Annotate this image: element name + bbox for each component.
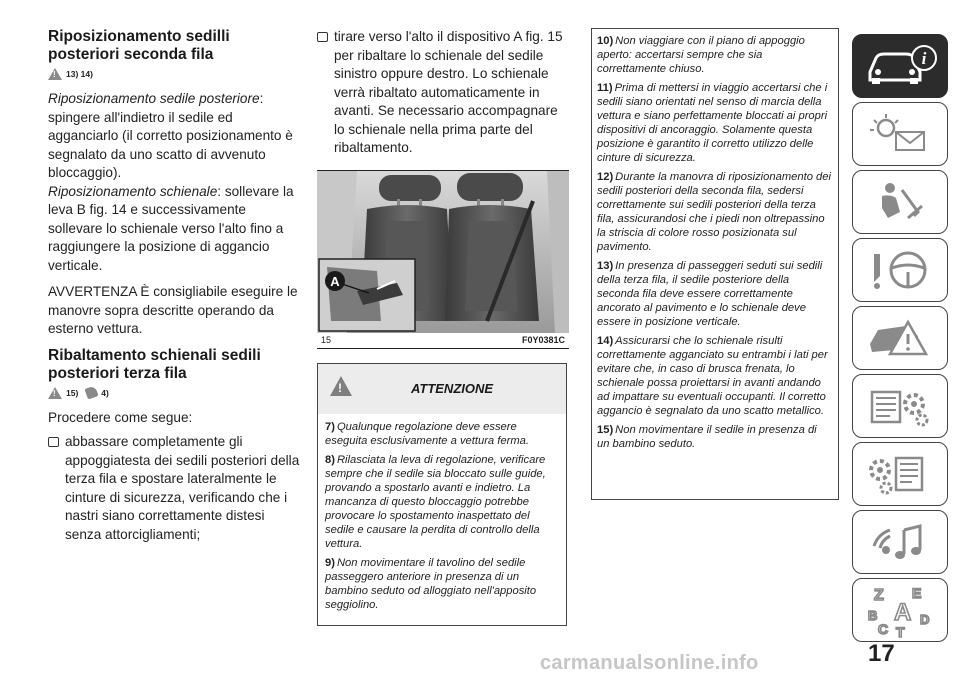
safety-icon xyxy=(860,178,940,226)
steering-wheel-icon xyxy=(860,246,940,294)
note-item: 11) Prima di mettersi in viaggio accertarsi che i sedili siano orientati nel senso di marcia della vettura e siano perfettamente bloccati ai propri dispositivi di ancoraggio. Solamente questa posizione è garantito il corretto utilizzo delle cinture di sicurezza. xyxy=(597,82,828,164)
note-item: 13) In presenza di passeggeri seduti sui sedili della terza fila, il sedile posteriore della seconda fila deve essere correttamente ancorato al pavimento e lo schienale deve essere in posizione verticale. xyxy=(597,260,823,328)
warning-notes-continued xyxy=(591,28,839,500)
tab-technical-data[interactable] xyxy=(852,442,948,506)
svg-text:Z: Z xyxy=(874,587,884,604)
multimedia-icon xyxy=(860,518,940,566)
environment-hand-icon xyxy=(85,385,99,399)
tab-warning-lights[interactable] xyxy=(852,102,948,166)
tab-index[interactable] xyxy=(852,578,948,642)
watermark: carmanualsonline.info xyxy=(540,652,759,674)
column-right xyxy=(591,28,839,500)
tab-safety[interactable] xyxy=(852,170,948,234)
paragraph-backrest-repositioning: Riposizionamento schienale: sollevare la leva B fig. 14 e successivamente sollevare lo schienale verso l'alto fino a raggiungere la posizione di aggancio verticale. xyxy=(48,183,294,273)
note-item: 14) Assicurarsi che lo schienale risulti correttamente agganciato su entrambi i lati per evitare che, in caso di brusca frenata, lo schienale possa proiettarsi in avanti andando ad impattare su eventuali occupanti. Il corretto aggancio è segnalato da uno scatto metallico. xyxy=(597,335,828,417)
note-item: 15) Non movimentare il sedile in presenza di un bambino seduto. xyxy=(597,424,817,450)
warning-lights-icon xyxy=(860,110,940,158)
tab-car-info[interactable] xyxy=(852,34,948,98)
note-item: 7) Qualunque regolazione deve essere eseguita esclusivamente a vettura ferma. xyxy=(325,420,529,447)
paragraph-advice: AVVERTENZA È consigliabile eseguire le manovre sopra descritte operando da esterno vettura. xyxy=(48,284,298,336)
warning-icon xyxy=(48,68,62,80)
note-item: 10) Non viaggiare con il piano di appoggio aperto: accertarsi sempre che sia correttamente chiuso. xyxy=(597,35,805,75)
list-item: abbassare completamente gli appoggiatesta dei sedili posteriori della terza fila e spostare lateralmente le cinture di sicurezza, verificando che i nastri siano correttamente distesi senza attorcigliamenti; xyxy=(48,433,300,544)
section-heading-third-row: Ribaltamento schienali sedili posteriori terza fila xyxy=(48,346,261,382)
technical-data-icon xyxy=(860,450,940,498)
warning-header xyxy=(318,364,566,414)
tab-starting-driving[interactable] xyxy=(852,238,948,302)
figure-caption xyxy=(317,333,569,348)
note-references-2: ! 15) 4) xyxy=(48,387,300,399)
list-item: tirare verso l'alto il dispositivo A fig. 15 per ribaltare lo schienale del sedile sinistro oppure destro. Lo schienale verrà ribaltato automaticamente in avanti. Se necessario accompagnare lo schienale nella prima parte del ribaltamento. xyxy=(317,28,569,158)
note-item: 12) Durante la manovra di riposizionamento dei sedili posteriori della seconda fila, sedersi correttamente sui sedili posteriori della terza fila, assicurandosi che i piedi non oltrepassino la striscia di colore rosso posizionata sul pavimento. xyxy=(597,171,831,253)
svg-text:i: i xyxy=(921,49,927,68)
tab-multimedia[interactable] xyxy=(852,510,948,574)
svg-text:C: C xyxy=(878,621,889,637)
chapter-sidebar xyxy=(852,34,948,646)
figure-number: 15 xyxy=(321,334,332,345)
maintenance-icon xyxy=(860,382,940,430)
paragraph-proceed: Procedere come segue: xyxy=(48,409,193,425)
seat-photo xyxy=(317,171,569,333)
checkbox-bullet-icon xyxy=(48,437,59,447)
svg-text:D: D xyxy=(920,612,930,627)
paragraph-seat-repositioning: Riposizionamento sedile posteriore: spingere all'indietro il sedile ed agganciarlo (il corretto posizionamento è segnalato da uno scatto di avvenuto bloccaggio). xyxy=(48,91,293,180)
warning-icon xyxy=(48,387,62,399)
note-item: 9) Non movimentare il tavolino del sedile passeggero anteriore in presenza di un bambino seduto od alloggiato nell'apposito seggiolino. xyxy=(325,556,537,611)
svg-text:T: T xyxy=(896,624,905,638)
tab-maintenance[interactable] xyxy=(852,374,948,438)
figure-code: F0Y0381C xyxy=(521,334,565,345)
page-number: 17 xyxy=(868,640,895,667)
car-info-icon xyxy=(860,42,940,90)
svg-text:E: E xyxy=(912,585,922,601)
checkbox-bullet-icon xyxy=(317,32,328,42)
warning-box xyxy=(317,363,567,626)
index-icon xyxy=(860,582,940,638)
tab-emergency[interactable] xyxy=(852,306,948,370)
svg-text:A: A xyxy=(894,599,912,626)
warning-icon: ! xyxy=(330,376,352,396)
note-references: ! 13) 14) xyxy=(48,68,300,80)
svg-text:B: B xyxy=(868,608,878,623)
column-middle xyxy=(317,28,569,626)
section-heading-second-row: Riposizionamento sedilli posteriori seconda fila xyxy=(48,28,230,63)
column-left xyxy=(48,28,300,544)
figure-15 xyxy=(317,170,569,349)
warning-title: ATTENZIONE xyxy=(410,381,494,396)
emergency-icon xyxy=(860,314,940,362)
callout-label: A xyxy=(330,273,340,289)
note-item: 8) Rilasciata la leva di regolazione, verificare sempre che il sedile sia bloccato sulle guide, provando a spostarlo avanti e indietro. La mancanza di questo bloccaggio potrebbe provocare lo spostamento inaspettato del sedile e causare la perdita di controllo della vettura. xyxy=(325,453,546,550)
